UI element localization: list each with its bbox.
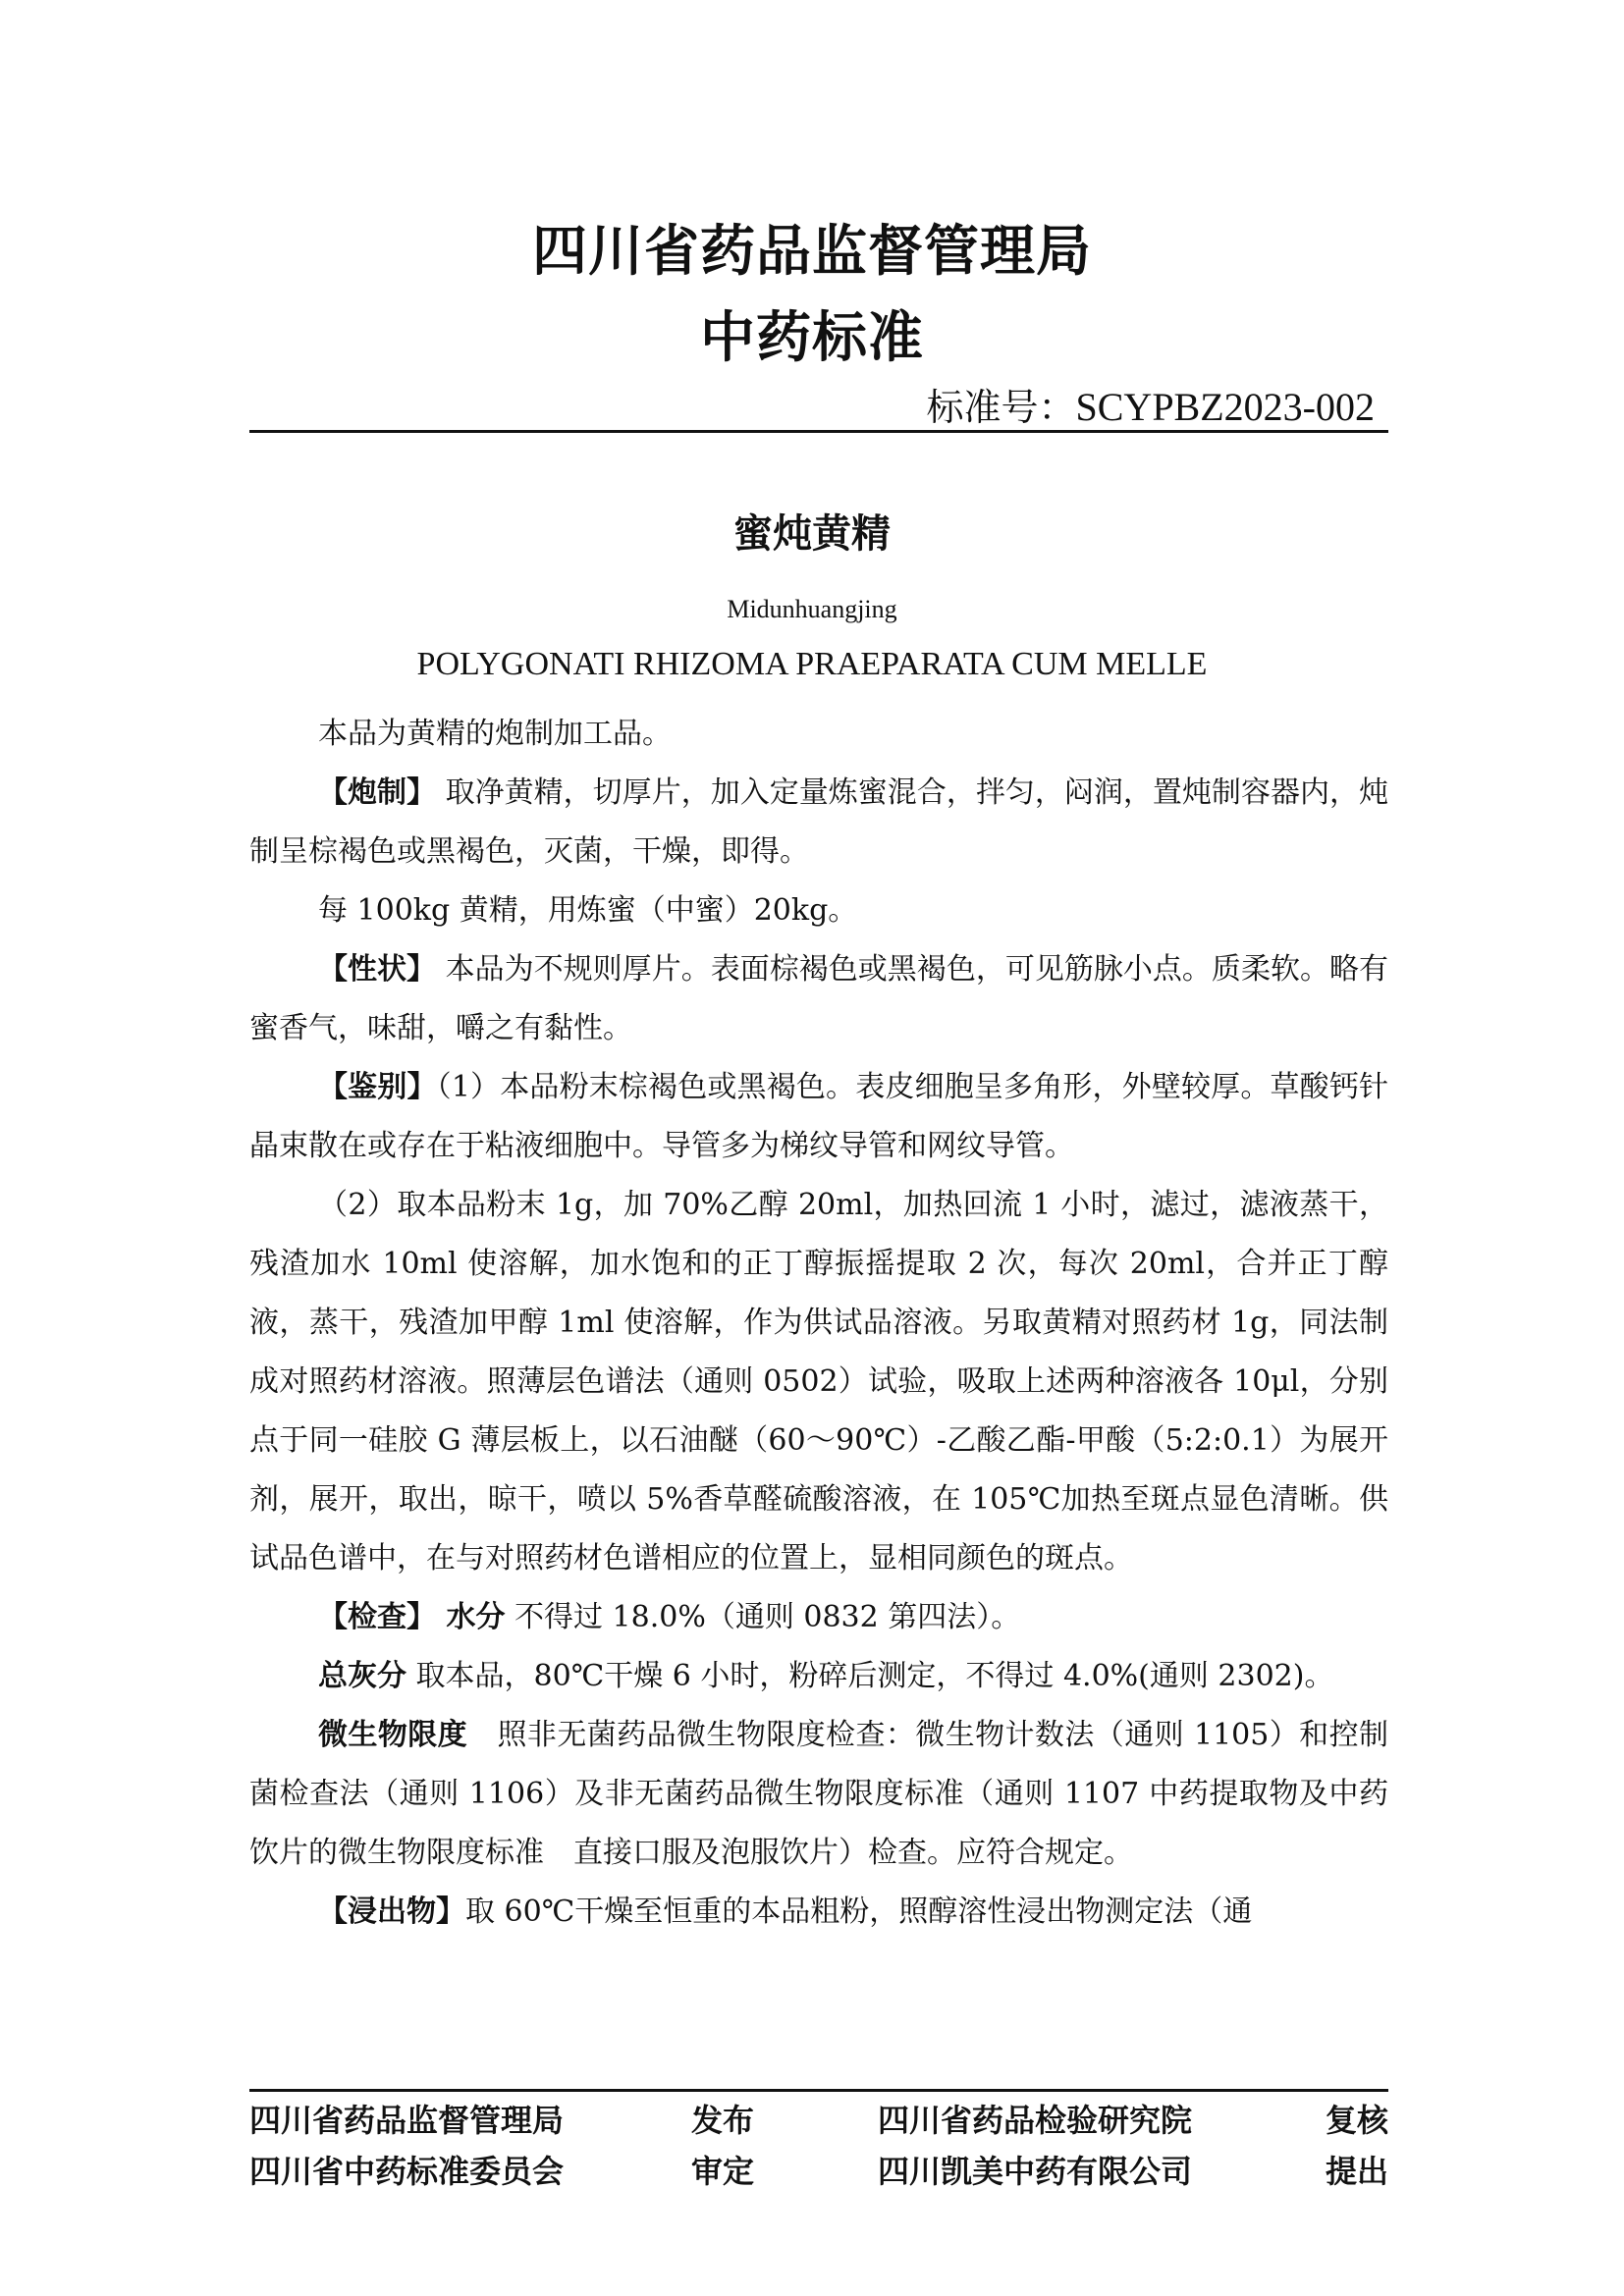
dosage-paragraph xyxy=(249,881,1388,940)
microbe-label: 微生物限度 xyxy=(318,1718,468,1752)
identification-text-2: （2）取本品粉末 1g，加 70%乙醇 20ml，加热回流 1 小时，滤过，滤液蒸干，残渣加水 10ml 使溶解，加水饱和的正丁醇振摇提取 2 次，每次 20ml，合并正丁醇液，蒸干，残渣加甲醇 1ml 使溶解，作为供试品溶液。另取黄精对照药材 1g，同法制成对照药材溶液。照薄层色谱法（通则 0502）试验，吸取上述两种溶液各 10μl，分别点于同一硅胶 G 薄层板上，以石油醚（60～90℃）-乙酸乙酯-甲酸（5:2:0.1）为展开剂，展开，取出，晾干，喷以 5%香草醛硫酸溶液，在 105℃加热至斑点显色清晰。供试品色谱中，在与对照药材色谱相应的位置上，显相同颜色的斑点。 xyxy=(249,1188,1388,1575)
footer-org-secondary: 四川省药品检验研究院 xyxy=(878,2102,1193,2139)
header-divider xyxy=(249,430,1388,433)
standard-number-label: 标准号： xyxy=(926,386,1076,429)
standard-number xyxy=(926,377,1375,431)
ash-text: 取本品，80℃干燥 6 小时，粉碎后测定，不得过 4.0%(通则 2302)。 xyxy=(406,1659,1334,1693)
footer xyxy=(249,2095,1388,2197)
footer-action: 审定 xyxy=(691,2153,755,2190)
monograph-title: 蜜炖黄精 xyxy=(733,511,891,557)
ash-label: 总灰分 xyxy=(318,1659,406,1693)
inspection-heading: 【检查】 xyxy=(318,1600,436,1634)
processing-paragraph xyxy=(249,764,1388,881)
character-heading: 【性状】 xyxy=(318,952,437,987)
footer-org: 四川省药品监督管理局 xyxy=(249,2102,565,2139)
document-type: 中药标准 xyxy=(700,306,924,370)
identification-paragraph-1 xyxy=(249,1058,1388,1176)
monograph-latin-name: POLYGONATI RHIZOMA PRAEPARATA CUM MELLE xyxy=(416,646,1208,682)
microbe-text: 照非无菌药品微生物限度检查：微生物计数法（通则 1105）和控制菌检查法（通则 1106）及非无菌药品微生物限度标准（通则 1107 中药提取物及中药饮片的微生物限度标准 直接口服及泡服饮片）检查。应符合规定。 xyxy=(249,1718,1388,1870)
identification-heading: 【鉴别】 xyxy=(318,1070,437,1104)
processing-heading: 【炮制】 xyxy=(318,775,437,810)
monograph-pinyin: Midunhuangjing xyxy=(727,595,897,623)
footer-action: 发布 xyxy=(691,2102,755,2139)
issuer-title: 四川省药品监督管理局 xyxy=(532,220,1092,284)
footer-row xyxy=(249,2146,1388,2197)
ash-paragraph xyxy=(249,1647,1388,1706)
microbe-paragraph xyxy=(249,1706,1388,1883)
moisture-text: 不得过 18.0%（通则 0832 第四法）。 xyxy=(505,1600,1021,1634)
dosage-text: 每 100kg 黄精，用炼蜜（中蜜）20kg。 xyxy=(318,893,858,928)
footer-row xyxy=(249,2095,1388,2146)
footer-action-secondary: 复核 xyxy=(1325,2102,1388,2139)
moisture-label: 水分 xyxy=(436,1600,506,1634)
intro-text: 本品为黄精的炮制加工品。 xyxy=(318,717,672,751)
intro-paragraph xyxy=(249,705,1388,764)
footer-action-secondary: 提出 xyxy=(1325,2153,1388,2190)
footer-org-secondary: 四川凯美中药有限公司 xyxy=(878,2153,1193,2190)
extract-text: 取 60℃干燥至恒重的本品粗粉，照醇溶性浸出物测定法（通 xyxy=(465,1895,1253,1929)
identification-paragraph-2 xyxy=(249,1176,1388,1588)
footer-divider xyxy=(249,2089,1388,2092)
extract-paragraph xyxy=(249,1883,1388,1942)
identification-text-1: （1）本品粉末棕褐色或黑褐色。表皮细胞呈多角形，外壁较厚。草酸钙针晶束散在或存在于粘液细胞中。导管多为梯纹导管和网纹导管。 xyxy=(249,1070,1388,1163)
character-paragraph xyxy=(249,940,1388,1058)
standard-number-value: SCYPBZ2023-002 xyxy=(1075,385,1375,429)
processing-text: 取净黄精，切厚片，加入定量炼蜜混合，拌匀，闷润，置炖制容器内，炖制呈棕褐色或黑褐色，灭菌，干燥，即得。 xyxy=(249,775,1389,869)
monograph-body xyxy=(249,705,1388,1942)
footer-org: 四川省中药标准委员会 xyxy=(249,2153,565,2190)
inspection-paragraph xyxy=(249,1588,1388,1647)
extract-heading: 【浸出物】 xyxy=(318,1895,465,1929)
character-text: 本品为不规则厚片。表面棕褐色或黑褐色，可见筋脉小点。质柔软。略有蜜香气，味甜，嚼之有黏性。 xyxy=(249,952,1389,1045)
